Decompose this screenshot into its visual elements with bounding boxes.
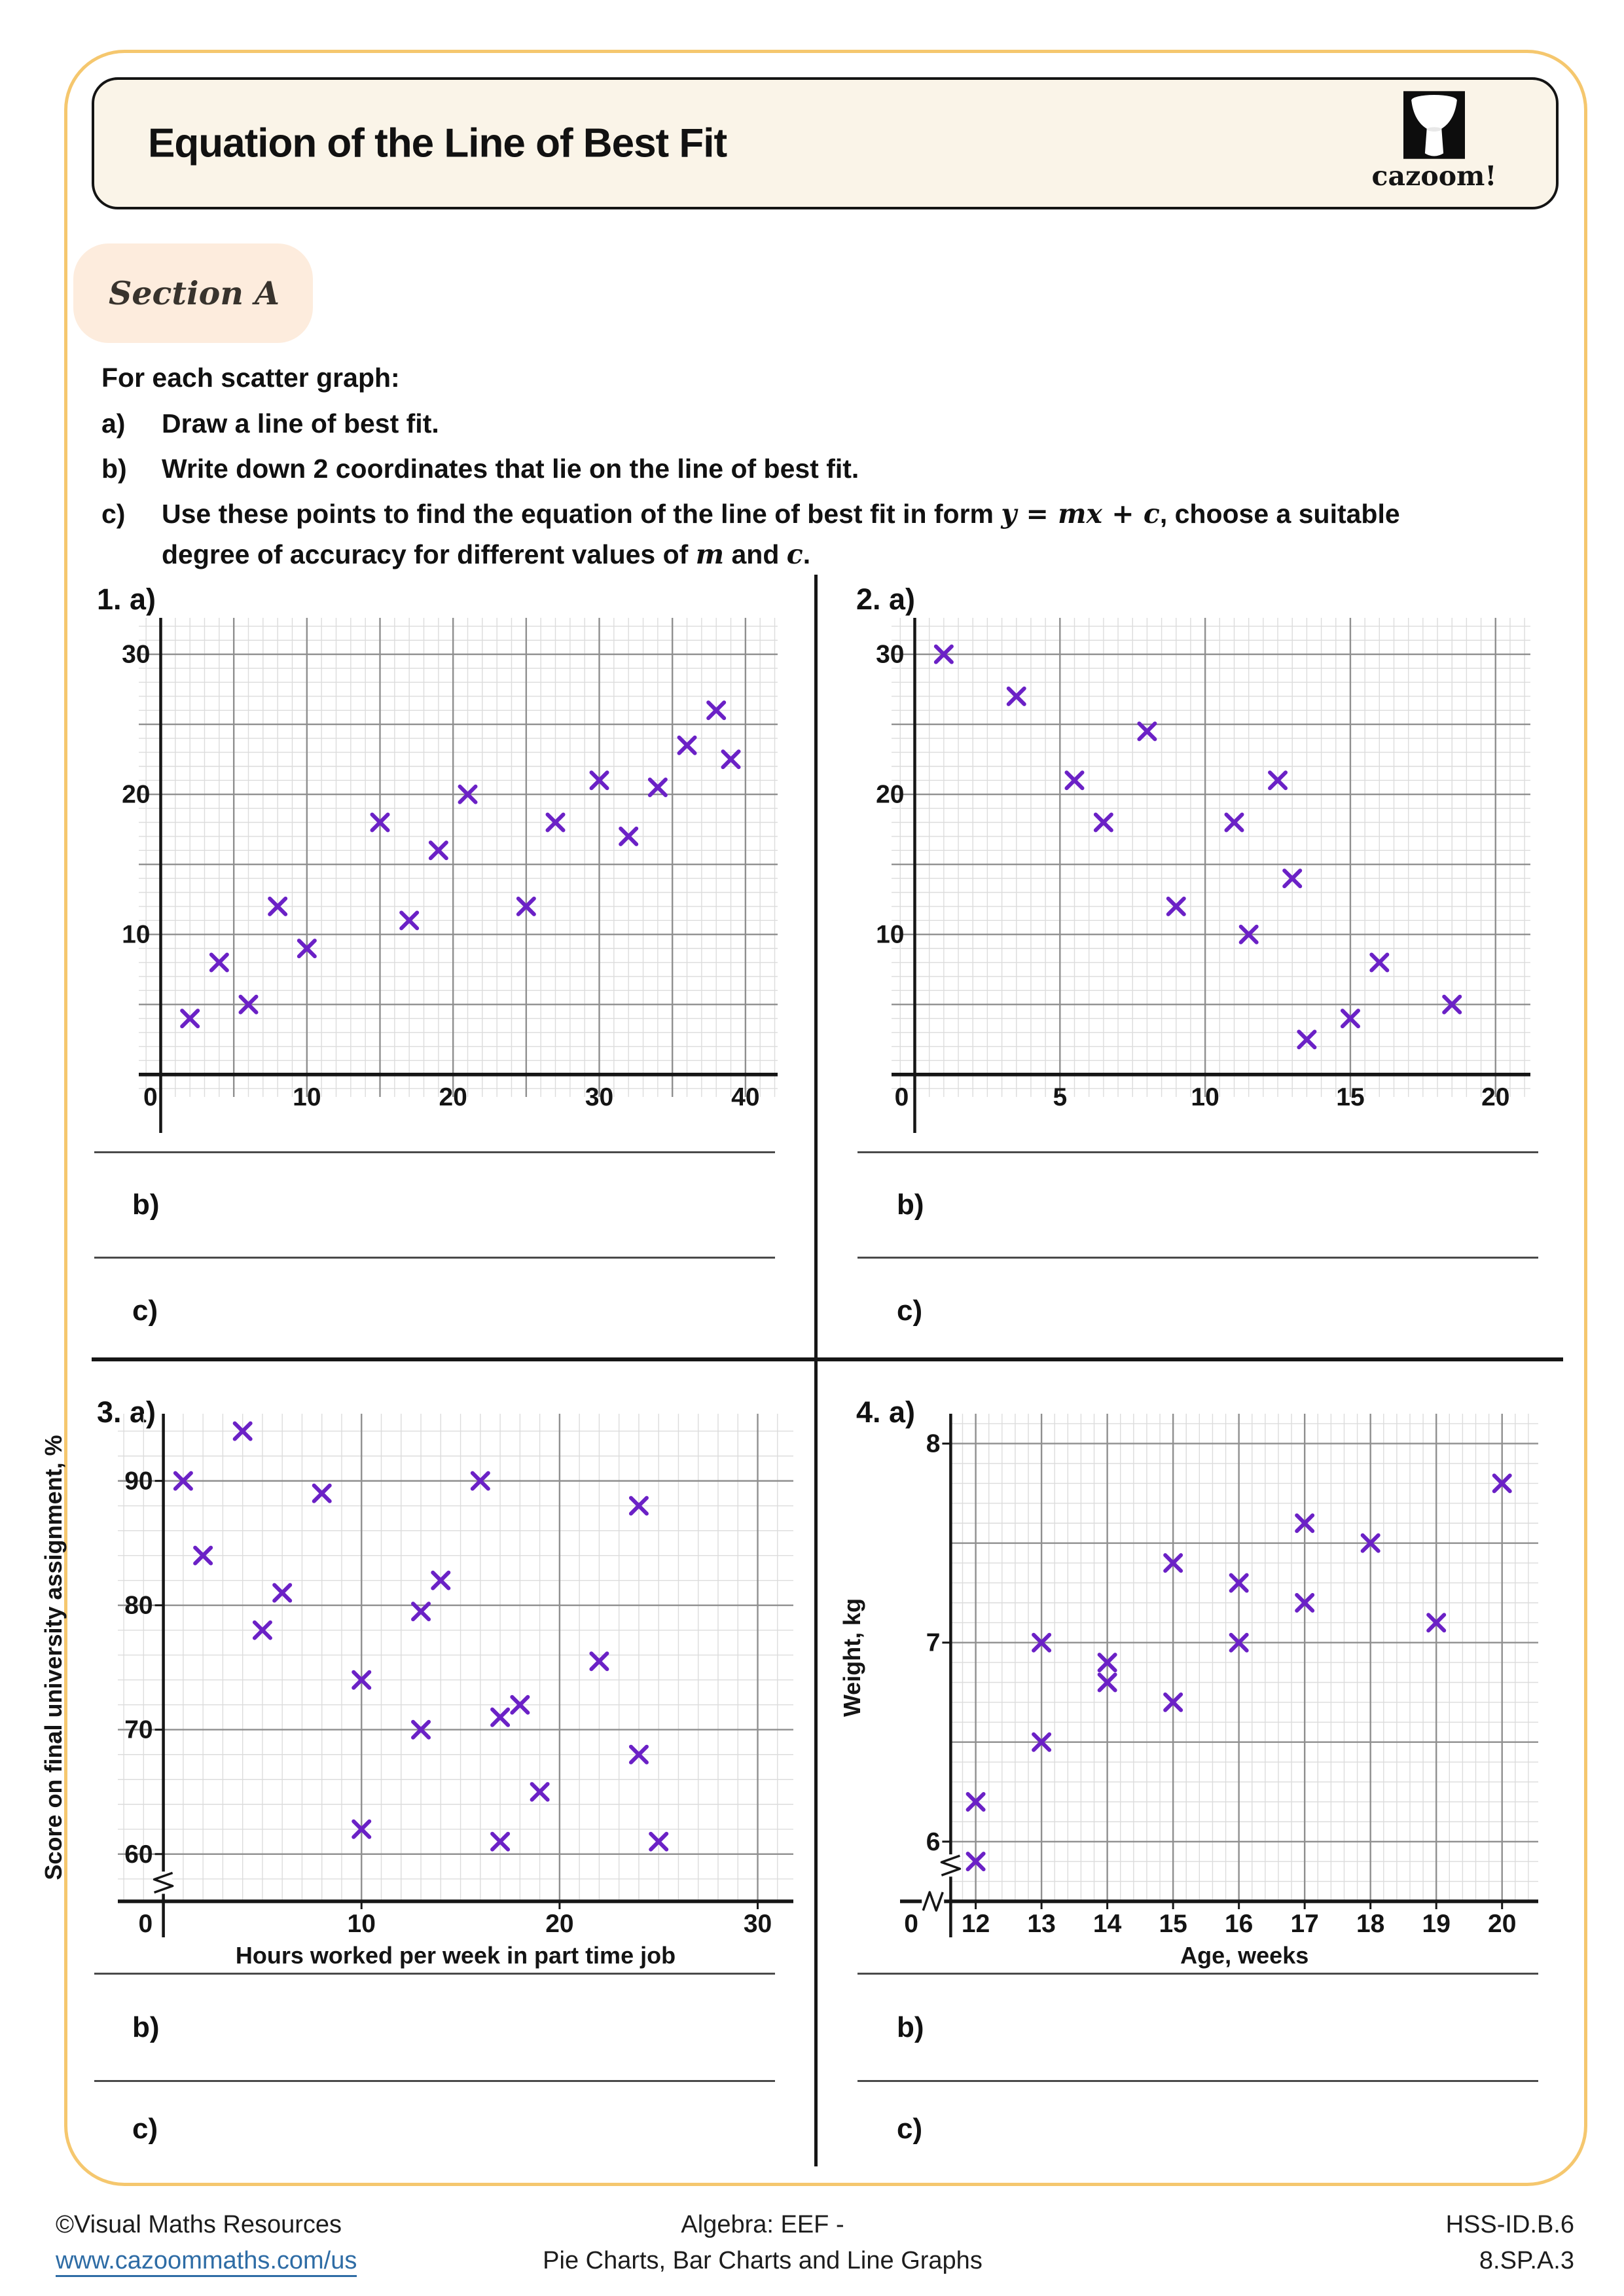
topic-line-1: Algebra: EEF - bbox=[681, 2211, 844, 2238]
svg-text:0: 0 bbox=[894, 1083, 909, 1111]
svg-text:30: 30 bbox=[585, 1083, 614, 1111]
logo-wordmark: cazoom! bbox=[1371, 160, 1497, 192]
svg-text:17: 17 bbox=[1290, 1910, 1319, 1938]
svg-text:15: 15 bbox=[1336, 1083, 1365, 1111]
question-3 bbox=[40, 1361, 838, 2170]
question-2-part-b-label: b) bbox=[897, 1189, 924, 1221]
topic-line-2: Pie Charts, Bar Charts and Line Graphs bbox=[543, 2247, 983, 2274]
scatter-graph-2 bbox=[844, 614, 1538, 1138]
item-c-seg1: Use these points to find the equation of the line of best fit in form bbox=[162, 499, 1001, 529]
svg-text:5: 5 bbox=[1053, 1083, 1068, 1111]
svg-text:0: 0 bbox=[904, 1910, 918, 1938]
answer-line bbox=[857, 1151, 1538, 1153]
drum-icon bbox=[1403, 89, 1465, 161]
instruction-item-a bbox=[101, 403, 1548, 444]
svg-text:15: 15 bbox=[1159, 1910, 1187, 1938]
answer-line bbox=[94, 1151, 775, 1153]
scatter-graph-4 bbox=[838, 1407, 1551, 1983]
svg-text:Weight, kg: Weight, kg bbox=[839, 1598, 865, 1717]
answer-line bbox=[94, 2080, 775, 2082]
footer-copyright bbox=[56, 2207, 357, 2279]
svg-text:70: 70 bbox=[124, 1715, 153, 1744]
item-c-label: c) bbox=[101, 499, 126, 529]
svg-text:30: 30 bbox=[122, 640, 151, 669]
question-4 bbox=[816, 1361, 1562, 2170]
svg-text:6: 6 bbox=[926, 1827, 941, 1856]
svg-text:14: 14 bbox=[1092, 1910, 1122, 1938]
item-a-text: Draw a line of best fit. bbox=[162, 408, 439, 439]
instructions-intro: For each scatter graph: bbox=[101, 363, 400, 393]
item-c-text bbox=[162, 493, 1400, 575]
instruction-item-b bbox=[101, 448, 1548, 489]
svg-text:0: 0 bbox=[138, 1910, 153, 1938]
svg-text:16: 16 bbox=[1224, 1910, 1254, 1938]
question-1-part-c-label: c) bbox=[132, 1295, 158, 1327]
question-2-number: 2. a) bbox=[856, 583, 916, 616]
svg-text:60: 60 bbox=[124, 1840, 153, 1869]
svg-text:0: 0 bbox=[143, 1083, 158, 1111]
section-label: Section A bbox=[109, 274, 280, 312]
svg-text:19: 19 bbox=[1422, 1910, 1451, 1938]
answer-line bbox=[857, 2080, 1538, 2082]
question-4-part-c-label: c) bbox=[897, 2113, 923, 2145]
item-c-line2-seg1: degree of accuracy for different values of bbox=[162, 539, 696, 569]
svg-text:20: 20 bbox=[876, 780, 905, 809]
answer-line bbox=[94, 1257, 775, 1259]
section-a-chip bbox=[73, 243, 313, 343]
footer-standards bbox=[1446, 2207, 1574, 2279]
item-c-line2-seg3: . bbox=[803, 539, 811, 569]
svg-text:30: 30 bbox=[743, 1910, 772, 1938]
item-c-math-equation: y = mx + c bbox=[1001, 498, 1160, 529]
answer-line bbox=[857, 1257, 1538, 1259]
copyright-text: ©Visual Maths Resources bbox=[56, 2211, 342, 2238]
svg-text:12: 12 bbox=[961, 1910, 990, 1938]
header bbox=[92, 77, 1559, 209]
website-link[interactable]: www.cazoommaths.com/us bbox=[56, 2247, 357, 2277]
svg-text:13: 13 bbox=[1027, 1910, 1056, 1938]
item-c-seg2: , choose a suitable bbox=[1159, 499, 1400, 529]
page-title: Equation of the Line of Best Fit bbox=[148, 120, 727, 166]
svg-text:18: 18 bbox=[1356, 1910, 1385, 1938]
question-1-part-b-label: b) bbox=[132, 1189, 160, 1221]
svg-text:90: 90 bbox=[124, 1467, 153, 1496]
svg-text:8: 8 bbox=[926, 1429, 941, 1458]
svg-text:Hours worked per week in part: Hours worked per week in part time job bbox=[235, 1942, 676, 1969]
scatter-graph-3 bbox=[39, 1407, 805, 1983]
svg-text:Score on final university assi: Score on final university assignment, % bbox=[40, 1435, 67, 1880]
standard-code-1: HSS-ID.B.6 bbox=[1445, 2211, 1574, 2238]
question-1 bbox=[92, 575, 838, 1360]
question-3-number: 3. a) bbox=[97, 1395, 156, 1429]
svg-text:20: 20 bbox=[1481, 1083, 1510, 1111]
svg-text:80: 80 bbox=[124, 1591, 153, 1620]
instructions bbox=[101, 357, 1548, 575]
svg-text:10: 10 bbox=[876, 920, 905, 949]
svg-text:20: 20 bbox=[122, 780, 151, 809]
item-c-math-m: m bbox=[695, 539, 725, 570]
svg-text:7: 7 bbox=[926, 1628, 941, 1657]
svg-text:10: 10 bbox=[293, 1083, 321, 1111]
svg-text:10: 10 bbox=[122, 920, 151, 949]
footer-topic bbox=[478, 2207, 1047, 2279]
cazoom-logo bbox=[1369, 89, 1500, 191]
scatter-graph-1 bbox=[92, 614, 785, 1138]
item-a-label: a) bbox=[101, 408, 126, 439]
item-b-text: Write down 2 coordinates that lie on the line of best fit. bbox=[162, 454, 859, 484]
question-3-part-b-label: b) bbox=[132, 2011, 160, 2043]
svg-text:10: 10 bbox=[1191, 1083, 1219, 1111]
item-c-line2-seg2: and bbox=[724, 539, 787, 569]
answer-line bbox=[94, 1973, 775, 1975]
question-1-number: 1. a) bbox=[97, 583, 156, 616]
svg-text:30: 30 bbox=[876, 640, 905, 669]
svg-text:Age, weeks: Age, weeks bbox=[1180, 1942, 1309, 1969]
svg-text:20: 20 bbox=[545, 1910, 574, 1938]
item-c-math-c: c bbox=[786, 539, 803, 570]
standard-code-2: 8.SP.A.3 bbox=[1479, 2247, 1574, 2274]
instruction-item-c bbox=[101, 493, 1548, 575]
question-2-part-c-label: c) bbox=[897, 1295, 923, 1327]
question-4-number: 4. a) bbox=[856, 1395, 916, 1429]
svg-text:40: 40 bbox=[731, 1083, 760, 1111]
svg-text:20: 20 bbox=[1488, 1910, 1517, 1938]
answer-line bbox=[857, 1973, 1538, 1975]
svg-text:10: 10 bbox=[347, 1910, 376, 1938]
item-b-label: b) bbox=[101, 454, 127, 484]
question-2 bbox=[816, 575, 1562, 1360]
question-4-part-b-label: b) bbox=[897, 2011, 924, 2043]
svg-text:20: 20 bbox=[439, 1083, 467, 1111]
question-3-part-c-label: c) bbox=[132, 2113, 158, 2145]
